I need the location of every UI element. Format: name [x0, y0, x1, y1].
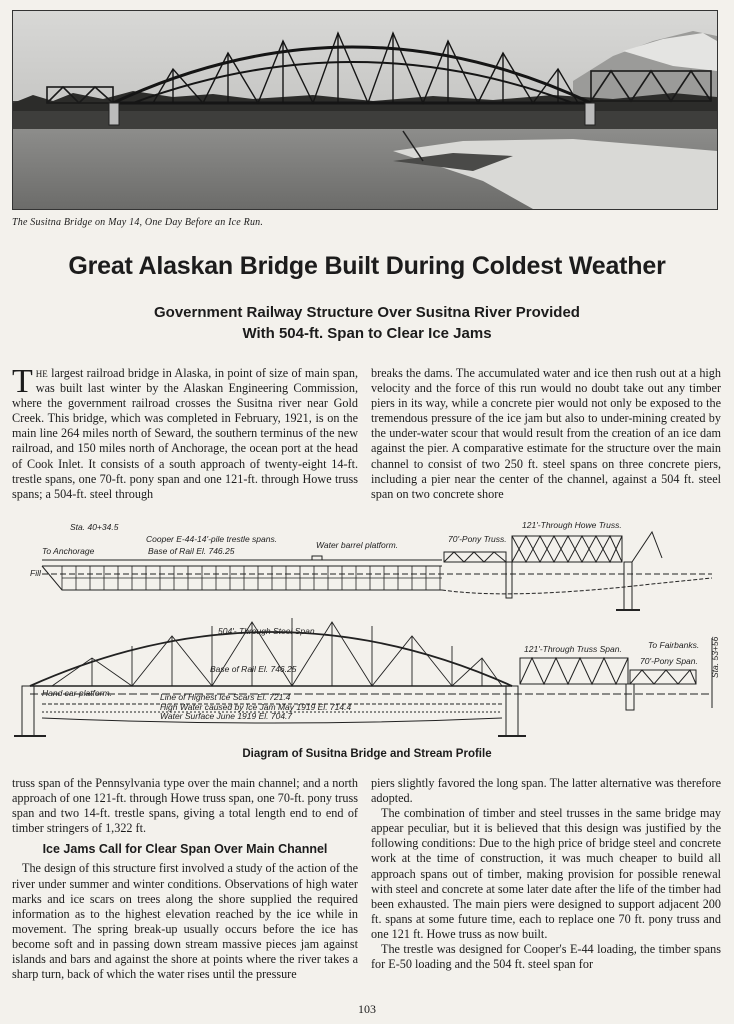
paragraph: The trestle was designed for Cooper's E-44 loading, the timber spans for E-50 loading and the 504 ft. steel span for	[371, 942, 721, 972]
label-sta-north: Sta. 53+56	[710, 636, 720, 678]
label-ice-scars: Line of Highest Ice Scars El. 721.4	[160, 692, 291, 702]
label-to-fairbanks: To Fairbanks.	[648, 640, 700, 650]
page-number: 103	[358, 1002, 376, 1016]
subheadline-line-2: With 504-ft. Span to Clear Ice Jams	[242, 325, 492, 342]
paragraph: The design of this structure first involved a study of the action of the river under summer and winter conditions. Observations of high water marks and ice scars on trees along the shore supplied the required information as to the highest elevation reached by the ice while in movement. The spring break-up usually occurs before the ice has become soft and in passing down stream massive pieces jam against islands and bars and against the shore at points where the river takes a sharp turn, back of which the water rises until the pressure	[12, 861, 358, 982]
paragraph: breaks the dams. The accumulated water and ice then rush out at a high velocity and the force of this run would no doubt take out any timber piers in its way, while a concrete pier would not only be exposed to the tremendous pressure of the ice jam but also to under-mining created by the under-water scour that would result from the creation of an ice dam against the pier. A comparative estimate for the structure over the main channel to consist of two 250 ft. steel spans on three concrete piers, including a pier near the center of the channel, against a 504 ft. steel span on two concrete shore	[371, 366, 721, 501]
label-howe-south: 121'-Through Howe Truss.	[522, 520, 622, 530]
lead-word: he	[35, 366, 48, 380]
label-base-rail-main: Base of Rail El. 746.25	[210, 664, 297, 674]
label-water-barrel: Water barrel platform.	[316, 540, 399, 550]
column-4	[371, 776, 721, 972]
label-water-surface: Water Surface June 1919 El. 704.7	[160, 711, 293, 721]
label-pony-north: 70'-Pony Span.	[640, 656, 698, 666]
column-1	[12, 363, 358, 502]
label-through-truss-north: 121'-Through Truss Span.	[524, 644, 622, 654]
paragraph	[12, 363, 358, 502]
column-3	[12, 776, 358, 982]
subheadline	[0, 302, 734, 344]
paragraph-text: largest railroad bridge in Alaska, in point of size of main span, was built last winter by the Alaskan Engineering Commission, where the government railroad crosses the Susitna river near Gold Creek. This bridge, which was completed in February, 1921, is on the main line 264 miles north of Seward, the southern terminus of the new railroad, and 150 miles north of Anchorage, the ocean port at the head of Cook Inlet. It consists of a south approach of twenty-eight 14-ft. trestle spans, one 70-ft. pony span and one 121-ft. through Howe truss spans; a 504-ft. steel through	[12, 366, 358, 501]
subheadline-line-1: Government Railway Structure Over Susitna River Provided	[154, 304, 580, 321]
headline: Great Alaskan Bridge Built During Coldest Weather	[68, 252, 666, 280]
label-base-rail-south: Base of Rail El. 746.25	[148, 546, 235, 556]
label-hand-car: Hand car platform.	[42, 688, 112, 698]
photo-caption: The Susitna Bridge on May 14, One Day Before an Ice Run.	[12, 217, 264, 228]
label-trestle: Cooper E-44-14'-pile trestle spans.	[146, 534, 278, 544]
label-high-water: High Water caused by Ice Jam May 1919 El. 714.4	[160, 702, 352, 712]
label-sta-south: Sta. 40+34.5	[70, 522, 119, 532]
paragraph: piers slightly favored the long span. The latter alternative was therefore adopted.	[371, 776, 721, 806]
paragraph: truss span of the Pennsylvania type over the main channel; and a north approach of one 121-ft. through Howe truss span, one 70-ft. pony truss span and two 14-ft. trestle spans, giving a total length end to end of timber stringers of 1,322 ft.	[12, 776, 358, 836]
bridge-profile-drawing	[12, 518, 722, 746]
section-heading: Ice Jams Call for Clear Span Over Main Channel	[42, 842, 328, 857]
paragraph: The combination of timber and steel trusses in the same bridge may appear peculiar, but it is believed that this design was justified by the following conditions: Due to the high price of bridge steel and concrete work at the time of construction, it was much cheaper to build all approach spans out of timber, making provision for possible renewal with steel and concrete at some later date after the life of the timber had been exhausted. The main piers were designed to support adjacent 200 ft. spans at some future time, each to replace one 70 ft. pony truss and one 121 ft. Howe truss as now built.	[371, 806, 721, 941]
label-pony-south: 70'-Pony Truss.	[448, 534, 507, 544]
bridge-photo-illustration	[13, 11, 717, 209]
drop-cap: T	[12, 363, 33, 400]
bridge-diagram	[12, 518, 722, 746]
column-2	[371, 366, 721, 502]
diagram-caption: Diagram of Susitna Bridge and Stream Profile	[242, 748, 492, 760]
label-to-anchorage: To Anchorage	[42, 546, 95, 556]
bridge-photo	[12, 10, 718, 210]
label-fill: Fill	[30, 568, 41, 578]
label-main-span: 504'- Through Steel Span	[218, 626, 315, 636]
